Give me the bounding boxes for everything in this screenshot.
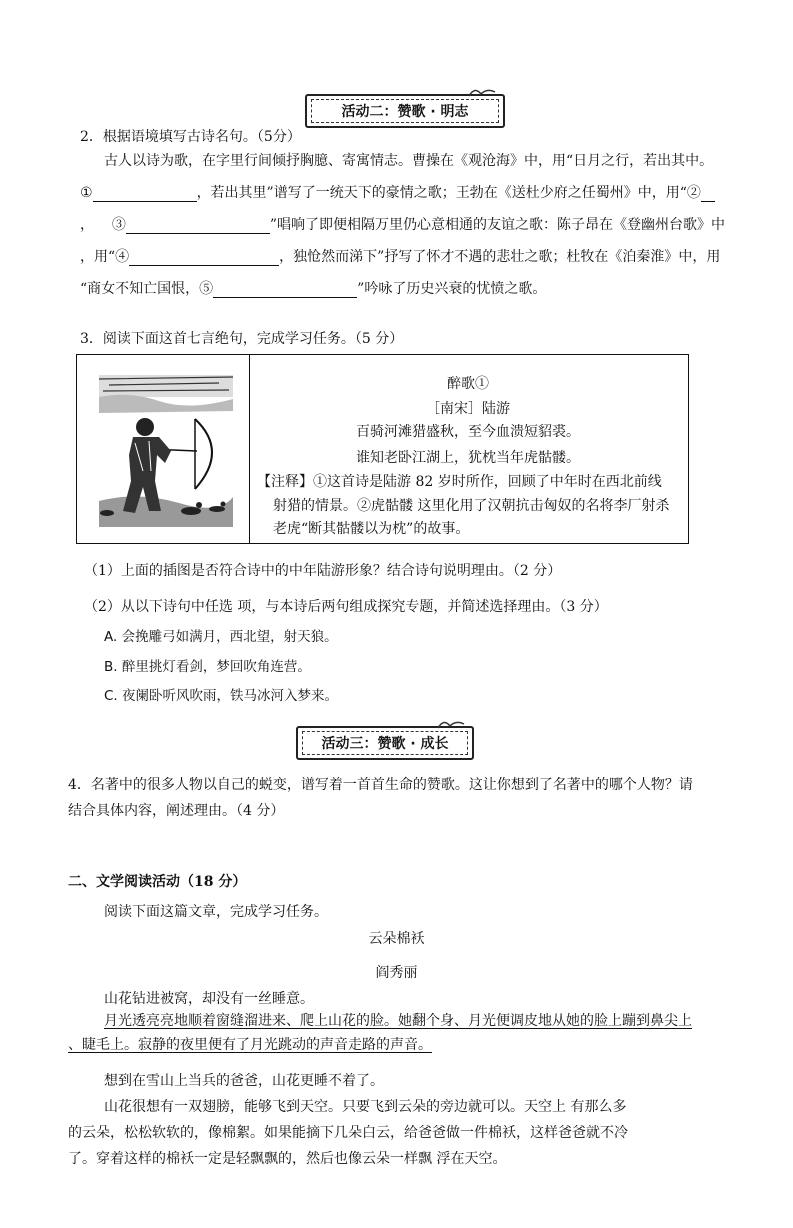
poem-note-1: 【注释】①这首诗是陆游 82 岁时所作，回顾了中年时在西北前线 [257,474,662,490]
q3-option-b: B. 醉里挑灯看剑，梦回吹角连营。 [104,659,311,675]
q3-option-c: C. 夜阑卧听风吹雨，铁马冰河入梦来。 [104,688,339,704]
q3-sub2: （2）从以下诗句中任选 项，与本诗后两句组成探究专题，并简述选择理由。（3 分） [84,599,608,615]
q4-line2: 结合具体内容，阐述理由。（4 分） [68,803,285,819]
article-p3: 想到在雪山上当兵的爸爸，山花更睡不着了。 [104,1073,384,1089]
activity3-banner [296,726,474,760]
q2-title: 2．根据语境填写古诗名句。（5分） [80,129,301,145]
activity2-banner [305,94,505,128]
q2-line3-text: ”唱响了即便相隔万里仍心意相通的友谊之歌：陈子昂在《登幽州台歌》中 [269,217,725,233]
q2-line5 [80,278,546,298]
underlined-passage-2: 、睫毛上。寂静的夜里便有了月光跳动的声音走路的声音。 [68,1037,432,1053]
q2-line2-text: ，若出其里”谱写了一统天下的豪情之歌；王勃在《送杜少府之任蜀州》中，用“② [196,185,701,201]
q3-sub1: （1）上面的插图是否符合诗中的中年陆游形象？结合诗句说明理由。（2 分） [84,563,562,579]
article-p4a: 山花很想有一双翅膀，能够飞到天空。只要飞到云朵的旁边就可以。天空上 有那么多 [104,1099,627,1115]
article-p2a [104,1010,692,1030]
q2-blank-1[interactable] [93,187,197,202]
q2-comma: ， [80,217,94,233]
poem-author: ［南宋］陆游 [426,401,510,417]
q4-line1: 4．名著中的很多人物以自己的蜕变，谱写着一首首生命的赞歌。这让你想到了名著中的哪个人物？请 [68,777,693,793]
article-p4b: 的云朵，松松软软的，像棉絮。如果能摘下几朵白云，给爸爸做一件棉袄，这样爸爸就不冷 [68,1125,628,1141]
article-p4c: 了。穿着这样的棉袄一定是轻飘飘的，然后也像云朵一样飘 浮在天空。 [68,1151,507,1167]
section2-title: 二、文学阅读活动（18 分） [68,874,247,890]
article-p1: 山花钻进被窝，却没有一丝睡意。 [104,991,314,1007]
article-author: 阎秀丽 [375,965,418,981]
q2-line3 [80,214,725,234]
q2-marker-4: ，用“④ [80,249,130,265]
ornament-icon [436,718,466,730]
q3-option-a: A. 会挽雕弓如满月，西北望，射天狼。 [104,629,338,645]
article-title: 云朵棉袄 [368,931,425,947]
q2-blank-2[interactable] [701,187,715,202]
archer-illustration [99,371,233,527]
poem-title: 醉歌① [447,376,489,392]
q2-blank-4[interactable] [129,251,279,266]
poem-line-2: 谁知老卧江湖上，犹枕当年虎骷髅。 [356,450,580,466]
q2-marker-5: “商女不知亡国恨，⑤ [80,281,214,297]
q2-line1: 古人以诗为歌，在字里行间倾抒胸臆、寄寓情志。曹操在《观沧海》中，用“日月之行，若出其中。 [104,153,714,169]
poem-line-1: 百骑河滩猎盛秋，至今血溃短貂裘。 [356,424,580,440]
q2-line4 [80,246,720,266]
poem-note-3: 老虎“断其骷髅以为枕”的故事。 [273,521,470,537]
q2-line4-text: ，独怆然而涕下”抒写了怀才不遇的悲壮之歌；杜牧在《泊秦淮》中，用 [279,249,721,265]
poem-note-2: 射猎的情景。②虎骷髅 这里化用了汉朝抗击匈奴的名将李厂射杀 [273,498,670,514]
ornament-icon [467,86,497,98]
activity2-title: 活动二：赞歌 · 明志 [341,104,469,120]
q3-title: 3．阅读下面这首七言绝句，完成学习任务。（5 分） [80,331,404,347]
q2-line5-text: ”吟咏了历史兴衰的忧愤之歌。 [357,281,547,297]
article-p2b [68,1034,432,1054]
q2-line2 [80,182,715,202]
section2-intro: 阅读下面这篇文章，完成学习任务。 [104,904,328,920]
underlined-passage-1: 月光透亮亮地顺着窗缝溜进来、爬上山花的脸。她翻个身、月光便调皮地从她的脸上蹦到鼻尖上 [104,1013,692,1029]
poem-table [76,354,689,544]
q2-blank-5[interactable] [213,283,357,298]
q2-marker-3: ③ [111,217,126,233]
activity3-title: 活动三：赞歌 · 成长 [321,736,449,752]
q2-marker-1: ① [80,185,93,201]
q2-blank-3[interactable] [126,219,270,234]
